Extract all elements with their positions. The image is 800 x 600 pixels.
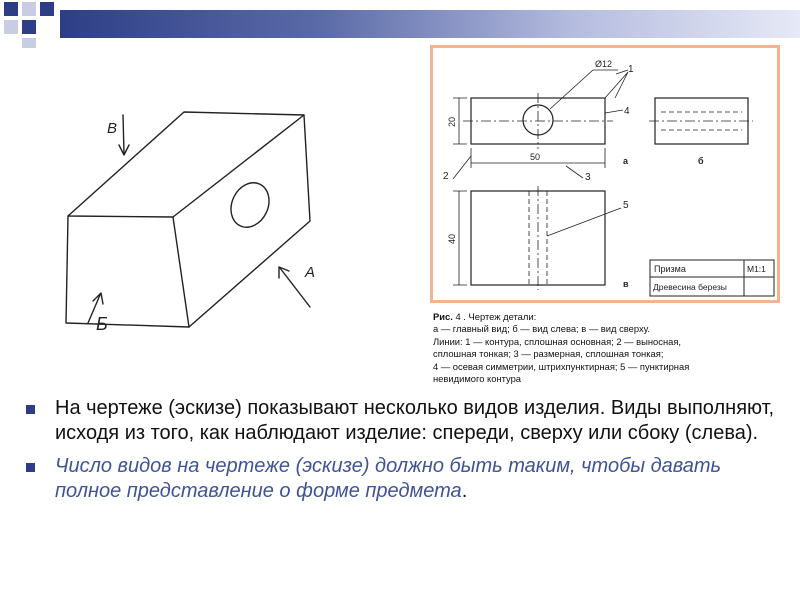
title-block-material: Древесина березы (653, 282, 727, 292)
leader-3: 3 (585, 172, 591, 183)
view-label-b: б (698, 156, 704, 166)
bullet-text-2: Число видов на чертеже (эскизе) должно быть таким, чтобы давать полное представление о форме предмета (55, 455, 722, 502)
bullet-item-1 (20, 396, 780, 446)
view-label-c: в (623, 279, 629, 289)
sketch-front-face (66, 216, 189, 327)
leader-4: 4 (624, 106, 630, 117)
caption-line-1: 4 . Чертеж детали: (452, 311, 537, 322)
dim-diameter: Ø12 (595, 59, 613, 69)
bullet-item-2 (20, 454, 780, 504)
dim-width: 50 (530, 152, 541, 162)
figure-caption (433, 311, 783, 385)
caption-line-6: невидимого контура (433, 373, 522, 385)
technical-drawing (433, 48, 777, 300)
title-block (650, 260, 774, 296)
sketch-side-face (189, 115, 310, 327)
dim-height-top: 40 (447, 233, 457, 244)
sketch-label-bottom: Б (96, 314, 108, 334)
sketch-hole (224, 177, 276, 234)
corner-decoration (0, 0, 60, 50)
sketch-label-b: В (107, 120, 118, 137)
technical-drawing-frame (430, 45, 780, 303)
caption-line-4: сплошная тонкая; 3 — размерная, сплошная тонкая; (433, 348, 664, 360)
bullet-square-icon (26, 405, 35, 414)
caption-line-2: а — главный вид; б — вид слева; в — вид сверху. (433, 323, 651, 335)
caption-prefix: Рис. (433, 311, 453, 322)
caption-line-5: 4 — осевая симметрии, штрихпунктирная; 5 — пунктирная (433, 360, 690, 372)
caption-line-3: Линии: 1 — контура, сплошная основная; 2 — выносная, (433, 335, 682, 347)
bullet-square-icon (26, 463, 35, 472)
leader-2: 2 (443, 171, 449, 182)
sketch-label-a: А (305, 264, 316, 281)
isometric-sketch (50, 95, 350, 355)
dim-height-front: 20 (447, 116, 457, 127)
view-label-a: а (623, 156, 629, 166)
sketch-arrow-b (123, 115, 124, 153)
bullet-text-2-tail: . (461, 480, 468, 502)
title-bar-gradient (60, 10, 800, 38)
leader-1: 1 (628, 64, 634, 75)
title-block-name: Призма (654, 264, 686, 274)
bullet-text-1: На чертеже (эскизе) показывают несколько видов изделия. Виды выполняют, исходя из того, как наблюдают изделие: спереди, сверху или сбоку (слева). (55, 397, 775, 444)
title-block-scale: М1:1 (747, 264, 766, 274)
bullet-list (20, 396, 780, 512)
leader-5: 5 (623, 200, 629, 211)
